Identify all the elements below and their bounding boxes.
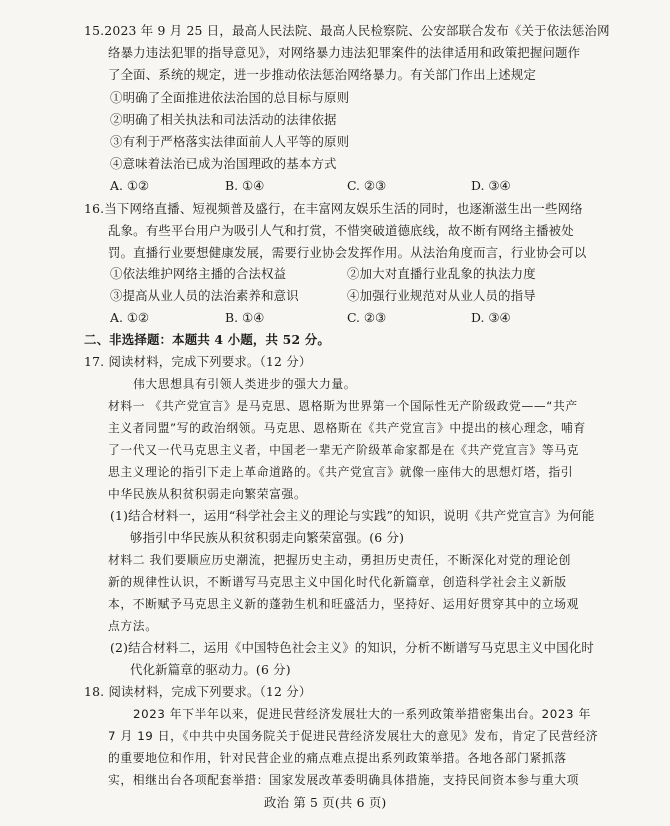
- q16-stem-line-1: 16.当下网络直播、短视频普及盛行，在丰富网友娱乐生活的同时，也逐渐滋生出一些网络: [84, 201, 583, 216]
- q17-req1-line-2: 够指引中华民族从积贫积弱走向繁荣富强。(6 分): [130, 530, 405, 545]
- q17-material1-line-2: 主义者同盟”写的政治纲领。马克思、恩格斯在《共产党宣言》中提出的核心理念，哺育: [108, 421, 586, 435]
- q16-item-2: ②加大对直播行业乱象的执法力度: [347, 266, 536, 281]
- q17-material2-line-3: 本，不断赋予马克思主义新的蓬勃生机和旺盛活力，坚持好、运用好贯穿其中的立场观: [108, 597, 580, 611]
- q17-material2-line-1: 材料二 我们要顺应历史潮流，把握历史主动，勇担历史责任，不断深化对党的理论创: [108, 553, 572, 567]
- q16-item-4: ④加强行业规范对从业人员的指导: [347, 288, 536, 303]
- q17-material2-line-2: 新的规律性认识，不断谱写马克思主义中国化时代化新篇章，创造科学社会主义新版: [108, 575, 567, 589]
- q18-material-line-4: 实，相继出台各项配套举措：国家发展改革委明确具体措施，支持民间资本参与重大项: [108, 773, 580, 787]
- q17-title: 17. 阅读材料，完成下列要求。（12 分）: [84, 354, 312, 369]
- q18-material-line-3: 的重要地位和作用，针对民营企业的痛点难点提出系列政策举措。各地各部门紧抓落: [108, 751, 567, 765]
- q17-material1-line-1: 材料一 《共产党宣言》是马克思、恩格斯为世界第一个国际性无产阶级政党——“共产: [108, 399, 578, 413]
- q16-choice-c: C. ②③: [347, 310, 387, 325]
- q15-stem-line-2: 络暴力违法犯罪的指导意见》，对网络暴力违法犯罪案件的法律适用和政策把握问题作: [108, 45, 581, 60]
- q18-title: 18. 阅读材料，完成下列要求。（12 分）: [84, 684, 312, 699]
- q17-material1-line-4: 思主义理论的指引下走上革命道路的。《共产党宣言》就像一座伟大的思想灯塔，指引: [108, 465, 574, 479]
- q15-item-2: ②明确了相关执法和司法活动的法律依据: [110, 112, 337, 127]
- q18-material-line-1: 2023 年下半年以来，促进民营经济发展壮大的一系列政策举措密集出台。2023 年: [133, 707, 591, 721]
- q18-material-line-2: 7 月 19 日，《中共中央国务院关于促进民营经济发展壮大的意见》发布，肯定了民营经济: [108, 729, 599, 743]
- q17-material1-line-3: 了一代又一代马克思主义者，中国老一辈无产阶级革命家都是在《共产党宣言》等马克: [108, 443, 580, 457]
- q15-choice-b: B. ①④: [225, 178, 265, 193]
- q16-item-1: ①依法维护网络主播的合法权益: [110, 266, 287, 281]
- q16-choice-b: B. ①④: [225, 310, 265, 325]
- q15-item-3: ③有利于严格落实法律面前人人平等的原则: [110, 134, 350, 149]
- q15-choice-c: C. ②③: [347, 178, 387, 193]
- q16-choice-d: D. ③④: [471, 310, 511, 325]
- page-footer: 政治 第 5 页(共 6 页): [264, 795, 387, 810]
- q17-req2-line-1: (2)结合材料二，运用《中国特色社会主义》的知识，分析不断谱写马克思主义中国化时: [110, 640, 595, 655]
- q15-item-4: ④意味着法治已成为治国理政的基本方式: [110, 156, 337, 171]
- q16-choice-a: A. ①②: [110, 310, 150, 325]
- q17-intro: 伟大思想具有引领人类进步的强大力量。: [133, 377, 357, 391]
- q15-choice-a: A. ①②: [110, 178, 150, 193]
- q15-stem-line-1: 15.2023 年 9 月 25 日，最高人民法院、最高人民检察院、公安部联合发布《关于依法惩治网: [84, 23, 610, 38]
- q17-material2-line-4: 点方法。: [108, 619, 158, 633]
- q15-item-1: ①明确了全面推进依法治国的总目标与原则: [110, 90, 350, 105]
- q15-stem-line-3: 了全面、系统的规定，进一步推动依法惩治网络暴力。有关部门作出上述规定: [108, 67, 537, 82]
- section-heading: 二、非选择题：本题共 4 小题，共 52 分。: [84, 332, 330, 347]
- q17-material1-line-5: 中华民族从积贫积弱走向繁荣富强。: [108, 487, 307, 501]
- q17-req2-line-2: 代化新篇章的驱动力。(6 分): [130, 662, 291, 677]
- q16-stem-line-3: 罚。直播行业要想健康发展，需要行业协会发挥作用。从法治角度而言，行业协会可以: [108, 245, 587, 260]
- q16-item-3: ③提高从业人员的法治素养和意识: [110, 288, 299, 303]
- q17-req1-line-1: (1)结合材料一，运用“科学社会主义的理论与实践”的知识，说明《共产党宣言》为何能: [110, 508, 595, 523]
- q15-choice-d: D. ③④: [471, 178, 511, 193]
- q16-stem-line-2: 乱象。有些平台用户为吸引人气和打赏，不惜突破道德底线，故不断有网络主播被处: [108, 223, 574, 238]
